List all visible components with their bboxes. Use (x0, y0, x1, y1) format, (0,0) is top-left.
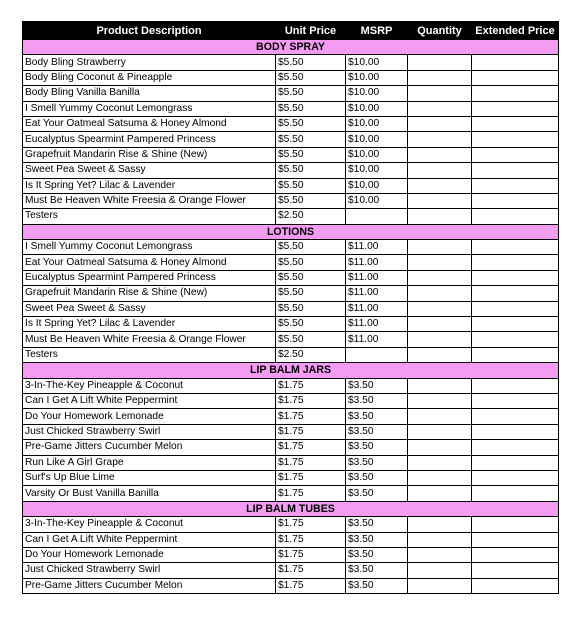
product-name-cell: Run Like A Girl Grape (23, 455, 276, 470)
extended-price-cell[interactable] (472, 101, 559, 116)
table-row (23, 517, 559, 532)
quantity-cell[interactable] (408, 455, 472, 470)
quantity-cell[interactable] (408, 393, 472, 408)
quantity-cell[interactable] (408, 163, 472, 178)
unit-price-cell: $5.50 (276, 270, 346, 285)
unit-price-cell: $1.75 (276, 578, 346, 593)
product-name-cell: Pre-Game Jitters Cucumber Melon (23, 440, 276, 455)
msrp-cell: $3.50 (346, 378, 408, 393)
msrp-cell: $11.00 (346, 332, 408, 347)
extended-price-cell[interactable] (472, 147, 559, 162)
msrp-cell: $3.50 (346, 393, 408, 408)
product-name-cell: Must Be Heaven White Freesia & Orange Flower (23, 193, 276, 208)
product-name-cell: Sweet Pea Sweet & Sassy (23, 163, 276, 178)
quantity-cell[interactable] (408, 578, 472, 593)
table-row (23, 270, 559, 285)
unit-price-cell: $1.75 (276, 547, 346, 562)
msrp-cell: $3.50 (346, 547, 408, 562)
table-row (23, 70, 559, 85)
table-row (23, 317, 559, 332)
table-row (23, 347, 559, 362)
quantity-cell[interactable] (408, 347, 472, 362)
quantity-cell[interactable] (408, 517, 472, 532)
quantity-cell[interactable] (408, 409, 472, 424)
table-row (23, 440, 559, 455)
product-name-cell: Just Chicked Strawberry Swirl (23, 563, 276, 578)
msrp-cell: $10.00 (346, 163, 408, 178)
quantity-cell[interactable] (408, 101, 472, 116)
header-extended-price: Extended Price (472, 22, 559, 40)
extended-price-cell[interactable] (472, 240, 559, 255)
table-row (23, 547, 559, 562)
product-name-cell: Eucalyptus Spearmint Pampered Princess (23, 132, 276, 147)
table-row (23, 255, 559, 270)
table-row (23, 301, 559, 316)
table-row (23, 455, 559, 470)
unit-price-cell: $5.50 (276, 193, 346, 208)
quantity-cell[interactable] (408, 270, 472, 285)
extended-price-cell[interactable] (472, 317, 559, 332)
quantity-cell[interactable] (408, 563, 472, 578)
msrp-cell: $3.50 (346, 424, 408, 439)
table-row (23, 209, 559, 224)
product-name-cell: Eat Your Oatmeal Satsuma & Honey Almond (23, 116, 276, 131)
unit-price-cell: $5.50 (276, 240, 346, 255)
extended-price-cell[interactable] (472, 178, 559, 193)
extended-price-cell[interactable] (472, 347, 559, 362)
quantity-cell[interactable] (408, 470, 472, 485)
quantity-cell[interactable] (408, 147, 472, 162)
table-row (23, 101, 559, 116)
section-title: LIP BALM TUBES (23, 501, 559, 516)
msrp-cell: $10.00 (346, 70, 408, 85)
quantity-cell[interactable] (408, 132, 472, 147)
unit-price-cell: $5.50 (276, 332, 346, 347)
header-unit-price: Unit Price (276, 22, 346, 40)
product-name-cell: Grapefruit Mandarin Rise & Shine (New) (23, 286, 276, 301)
quantity-cell[interactable] (408, 255, 472, 270)
product-name-cell: Do Your Homework Lemonade (23, 409, 276, 424)
msrp-cell: $10.00 (346, 116, 408, 131)
quantity-cell[interactable] (408, 317, 472, 332)
unit-price-cell: $5.50 (276, 286, 346, 301)
unit-price-cell: $2.50 (276, 347, 346, 362)
quantity-cell[interactable] (408, 209, 472, 224)
product-name-cell: Body Bling Coconut & Pineapple (23, 70, 276, 85)
extended-price-cell[interactable] (472, 378, 559, 393)
msrp-cell: $10.00 (346, 101, 408, 116)
table-row (23, 393, 559, 408)
extended-price-cell[interactable] (472, 547, 559, 562)
msrp-cell: $11.00 (346, 301, 408, 316)
table-row (23, 86, 559, 101)
extended-price-cell[interactable] (472, 132, 559, 147)
extended-price-cell[interactable] (472, 193, 559, 208)
section-header-row (23, 363, 559, 378)
unit-price-cell: $5.50 (276, 132, 346, 147)
product-name-cell: Must Be Heaven White Freesia & Orange Flower (23, 332, 276, 347)
product-name-cell: Can I Get A Lift White Peppermint (23, 393, 276, 408)
product-name-cell: Do Your Homework Lemonade (23, 547, 276, 562)
quantity-cell[interactable] (408, 424, 472, 439)
unit-price-cell: $1.75 (276, 378, 346, 393)
header-msrp: MSRP (346, 22, 408, 40)
extended-price-cell[interactable] (472, 393, 559, 408)
msrp-cell: $11.00 (346, 317, 408, 332)
price-list-body (23, 40, 559, 594)
section-header-row (23, 501, 559, 516)
table-row (23, 409, 559, 424)
unit-price-cell: $5.50 (276, 70, 346, 85)
extended-price-cell[interactable] (472, 532, 559, 547)
extended-price-cell[interactable] (472, 455, 559, 470)
unit-price-cell: $5.50 (276, 116, 346, 131)
table-row (23, 532, 559, 547)
product-name-cell: Eat Your Oatmeal Satsuma & Honey Almond (23, 255, 276, 270)
unit-price-cell: $5.50 (276, 317, 346, 332)
unit-price-cell: $1.75 (276, 409, 346, 424)
unit-price-cell: $1.75 (276, 517, 346, 532)
unit-price-cell: $5.50 (276, 163, 346, 178)
table-row (23, 147, 559, 162)
msrp-cell: $3.50 (346, 517, 408, 532)
extended-price-cell[interactable] (472, 255, 559, 270)
product-name-cell: Just Chicked Strawberry Swirl (23, 424, 276, 439)
msrp-cell: $11.00 (346, 240, 408, 255)
unit-price-cell: $5.50 (276, 255, 346, 270)
product-name-cell: Eucalyptus Spearmint Pampered Princess (23, 270, 276, 285)
msrp-cell: $10.00 (346, 132, 408, 147)
msrp-cell: $3.50 (346, 455, 408, 470)
unit-price-cell: $5.50 (276, 55, 346, 70)
unit-price-cell: $1.75 (276, 440, 346, 455)
msrp-cell: $3.50 (346, 409, 408, 424)
unit-price-cell: $2.50 (276, 209, 346, 224)
table-row (23, 116, 559, 131)
quantity-cell[interactable] (408, 547, 472, 562)
extended-price-cell[interactable] (472, 517, 559, 532)
extended-price-cell[interactable] (472, 55, 559, 70)
section-header-row (23, 224, 559, 239)
quantity-cell[interactable] (408, 178, 472, 193)
product-name-cell: Testers (23, 347, 276, 362)
msrp-cell: $11.00 (346, 255, 408, 270)
product-name-cell: Is It Spring Yet? Lilac & Lavender (23, 317, 276, 332)
unit-price-cell: $5.50 (276, 301, 346, 316)
extended-price-cell[interactable] (472, 301, 559, 316)
msrp-cell (346, 347, 408, 362)
header-row (23, 22, 559, 40)
msrp-cell: $10.00 (346, 178, 408, 193)
unit-price-cell: $1.75 (276, 424, 346, 439)
product-name-cell: I Smell Yummy Coconut Lemongrass (23, 240, 276, 255)
msrp-cell: $10.00 (346, 86, 408, 101)
extended-price-cell[interactable] (472, 486, 559, 501)
header-quantity: Quantity (408, 22, 472, 40)
msrp-cell: $11.00 (346, 286, 408, 301)
quantity-cell[interactable] (408, 55, 472, 70)
table-row (23, 132, 559, 147)
msrp-cell: $3.50 (346, 440, 408, 455)
table-row (23, 424, 559, 439)
product-name-cell: Sweet Pea Sweet & Sassy (23, 301, 276, 316)
quantity-cell[interactable] (408, 532, 472, 547)
unit-price-cell: $5.50 (276, 101, 346, 116)
quantity-cell[interactable] (408, 332, 472, 347)
product-name-cell: I Smell Yummy Coconut Lemongrass (23, 101, 276, 116)
msrp-cell: $11.00 (346, 270, 408, 285)
table-row (23, 332, 559, 347)
extended-price-cell[interactable] (472, 86, 559, 101)
product-name-cell: Surf's Up Blue Lime (23, 470, 276, 485)
unit-price-cell: $1.75 (276, 455, 346, 470)
quantity-cell[interactable] (408, 86, 472, 101)
table-row (23, 193, 559, 208)
unit-price-cell: $1.75 (276, 470, 346, 485)
table-row (23, 240, 559, 255)
section-header-row (23, 40, 559, 55)
table-row (23, 178, 559, 193)
quantity-cell[interactable] (408, 378, 472, 393)
quantity-cell[interactable] (408, 486, 472, 501)
unit-price-cell: $1.75 (276, 393, 346, 408)
msrp-cell: $10.00 (346, 147, 408, 162)
quantity-cell[interactable] (408, 440, 472, 455)
section-title: LOTIONS (23, 224, 559, 239)
product-name-cell: 3-In-The-Key Pineapple & Coconut (23, 517, 276, 532)
unit-price-cell: $1.75 (276, 532, 346, 547)
product-name-cell: Can I Get A Lift White Peppermint (23, 532, 276, 547)
unit-price-cell: $1.75 (276, 486, 346, 501)
table-row (23, 578, 559, 593)
extended-price-cell[interactable] (472, 270, 559, 285)
extended-price-cell[interactable] (472, 409, 559, 424)
header-product-description: Product Description (23, 22, 276, 40)
quantity-cell[interactable] (408, 240, 472, 255)
unit-price-cell: $5.50 (276, 86, 346, 101)
product-name-cell: Grapefruit Mandarin Rise & Shine (New) (23, 147, 276, 162)
table-row (23, 55, 559, 70)
msrp-cell (346, 209, 408, 224)
extended-price-cell[interactable] (472, 286, 559, 301)
extended-price-cell[interactable] (472, 424, 559, 439)
product-name-cell: Pre-Game Jitters Cucumber Melon (23, 578, 276, 593)
table-row (23, 470, 559, 485)
msrp-cell: $3.50 (346, 532, 408, 547)
extended-price-cell[interactable] (472, 163, 559, 178)
msrp-cell: $10.00 (346, 193, 408, 208)
quantity-cell[interactable] (408, 116, 472, 131)
product-name-cell: 3-In-The-Key Pineapple & Coconut (23, 378, 276, 393)
table-row (23, 486, 559, 501)
msrp-cell: $10.00 (346, 55, 408, 70)
product-name-cell: Varsity Or Bust Vanilla Banilla (23, 486, 276, 501)
table-row (23, 378, 559, 393)
quantity-cell[interactable] (408, 193, 472, 208)
msrp-cell: $3.50 (346, 486, 408, 501)
quantity-cell[interactable] (408, 301, 472, 316)
product-name-cell: Body Bling Vanilla Banilla (23, 86, 276, 101)
unit-price-cell: $5.50 (276, 178, 346, 193)
msrp-cell: $3.50 (346, 470, 408, 485)
quantity-cell[interactable] (408, 70, 472, 85)
msrp-cell: $3.50 (346, 578, 408, 593)
table-row (23, 286, 559, 301)
unit-price-cell: $1.75 (276, 563, 346, 578)
extended-price-cell[interactable] (472, 209, 559, 224)
extended-price-cell[interactable] (472, 332, 559, 347)
product-name-cell: Testers (23, 209, 276, 224)
extended-price-cell[interactable] (472, 70, 559, 85)
extended-price-cell[interactable] (472, 440, 559, 455)
section-title: BODY SPRAY (23, 40, 559, 55)
unit-price-cell: $5.50 (276, 147, 346, 162)
product-name-cell: Is It Spring Yet? Lilac & Lavender (23, 178, 276, 193)
quantity-cell[interactable] (408, 286, 472, 301)
extended-price-cell[interactable] (472, 563, 559, 578)
msrp-cell: $3.50 (346, 563, 408, 578)
product-name-cell: Body Bling Strawberry (23, 55, 276, 70)
extended-price-cell[interactable] (472, 470, 559, 485)
table-row (23, 163, 559, 178)
price-list-table (22, 21, 559, 594)
extended-price-cell[interactable] (472, 116, 559, 131)
table-row (23, 563, 559, 578)
section-title: LIP BALM JARS (23, 363, 559, 378)
extended-price-cell[interactable] (472, 578, 559, 593)
